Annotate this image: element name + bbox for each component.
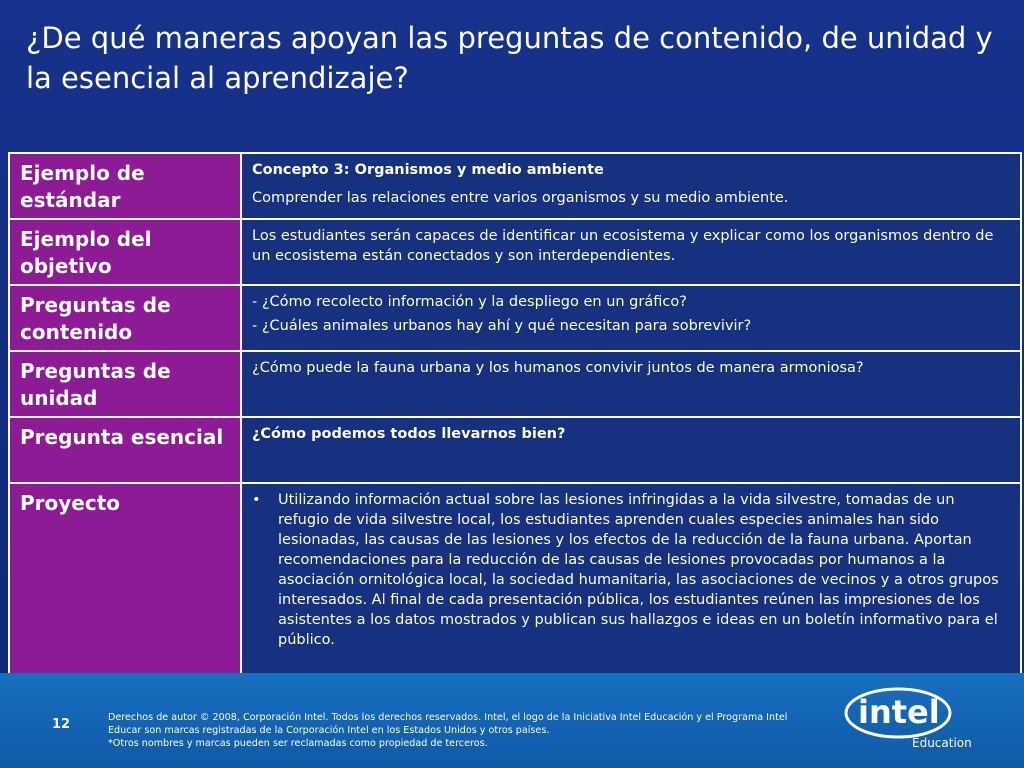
row-label-unit-questions: Preguntas de unidad xyxy=(9,351,241,417)
slide-title: ¿De qué maneras apoyan las preguntas de contenido, de unidad y la esencial al aprendizaje? xyxy=(26,21,993,95)
essential-question: ¿Cómo podemos todos llevarnos bien? xyxy=(252,426,566,442)
concept-heading: Concepto 3: Organismos y medio ambiente xyxy=(252,162,604,178)
bullet-icon: • xyxy=(252,492,261,508)
concept-description: Comprender las relaciones entre varios organismos y su medio ambiente. xyxy=(252,190,789,206)
copyright-line-3: *Otros nombres y marcas pueden ser reclamadas como propiedad de terceros. xyxy=(108,738,488,749)
project-bullet-item xyxy=(252,490,1010,650)
page-number: 12 xyxy=(52,717,71,732)
table-row xyxy=(9,285,1021,351)
row-value-standard xyxy=(241,153,1021,219)
copyright-notice xyxy=(108,711,838,750)
table-row xyxy=(9,351,1021,417)
copyright-line-1: Derechos de autor © 2008, Corporación Intel. Todos los derechos reservados. Intel, el logo de la Iniciativa Intel Educación y el Programa Intel xyxy=(108,712,788,723)
table-row xyxy=(9,417,1021,483)
row-value-content-questions xyxy=(241,285,1021,351)
row-value-essential-question xyxy=(241,417,1021,483)
intel-education-logo xyxy=(842,683,982,763)
row-label-essential-question: Pregunta esencial xyxy=(9,417,241,483)
content-table xyxy=(8,152,1022,678)
row-value-objective xyxy=(241,219,1021,285)
row-label-content-questions: Preguntas de contenido xyxy=(9,285,241,351)
content-question-1: - ¿Cómo recolecto información y la despliego en un gráfico? xyxy=(252,294,687,310)
row-value-unit-questions xyxy=(241,351,1021,417)
row-value-project xyxy=(241,483,1021,677)
table-row xyxy=(9,483,1021,677)
unit-question: ¿Cómo puede la fauna urbana y los humanos convivir juntos de manera armoniosa? xyxy=(252,360,864,376)
project-description: Utilizando información actual sobre las lesiones infringidas a la vida silvestre, tomadas de un refugio de vida silvestre local, los estudiantes aprenden cuales especies animales han sido lesionadas, las causas de las lesiones y los efectos de la reducción de la fauna urbana. Aportan recomendaciones para la reducción de las causas de lesiones provocadas por humanos a la asociación ornitológica local, la sociedad humanitaria, las asociaciones de vecinos y a otros grupos interesados. Al final de cada presentación pública, los estudiantes reúnen las impresiones de los asistentes a los datos mostrados y publican sus hallazgos e ideas en un boletín informativo para el público. xyxy=(278,492,999,648)
row-label-standard: Ejemplo de estándar xyxy=(9,153,241,219)
row-label-objective: Ejemplo del objetivo xyxy=(9,219,241,285)
content-question-2: - ¿Cuáles animales urbanos hay ahí y qué necesitan para sobrevivir? xyxy=(252,318,752,334)
row-label-project: Proyecto xyxy=(9,483,241,677)
copyright-line-2: Educar son marcas registradas de la Corporación Intel en los Estados Unidos y otros países. xyxy=(108,725,550,736)
table-row xyxy=(9,153,1021,219)
objective-text: Los estudiantes serán capaces de identificar un ecosistema y explicar como los organismos dentro de un ecosistema están conectados y son interdependientes. xyxy=(252,228,994,264)
logo-subtext: Education xyxy=(912,736,972,750)
table-row xyxy=(9,219,1021,285)
logo-wordmark: intel xyxy=(858,693,940,731)
